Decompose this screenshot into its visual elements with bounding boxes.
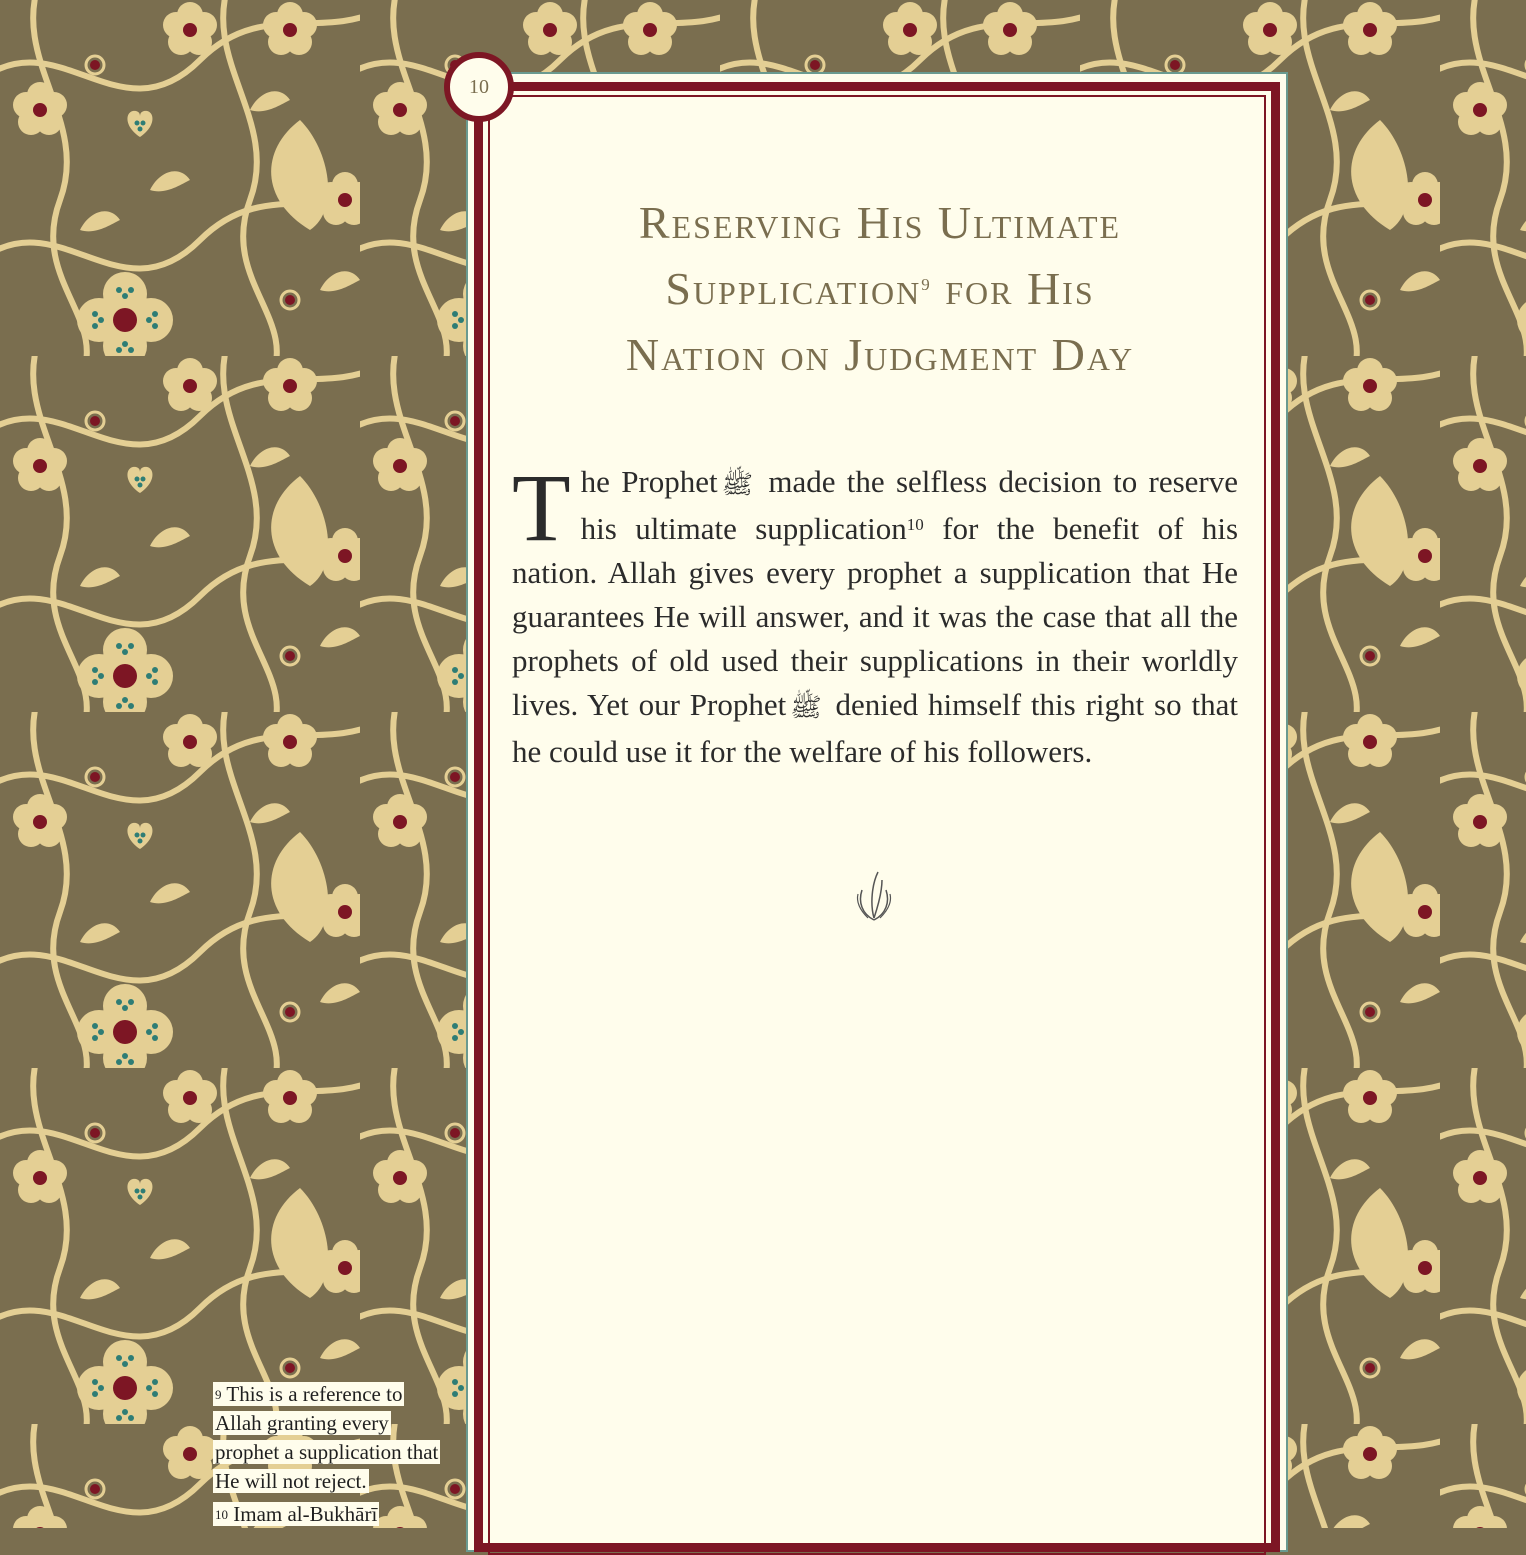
title-line-1: Reserving His Ultimate: [638, 197, 1122, 248]
body-segment-3: for the benefit of his nation. Allah gives every prophet a supplication that He guarantees He will answer, and it was the case that all the prophets of old used their supplications in their worldly lives. Yet our Prophet: [512, 510, 1239, 722]
page-title: [500, 190, 1260, 388]
honorific-icon: ﷺ: [721, 469, 754, 499]
body-segment-1: he Prophet: [580, 464, 718, 499]
footnotes: [213, 1380, 449, 1533]
footnote-number: 10: [215, 1507, 228, 1522]
footnote-text: Imam al-Bukhārī: [233, 1502, 378, 1526]
footnote-number: 9: [215, 1387, 222, 1402]
title-line-2-b: for His: [931, 263, 1095, 314]
title-line-2-a: Supplication: [665, 263, 922, 314]
body-segment-4: denied himself this right so that he could use it for the welfare of his followers.: [512, 686, 1238, 769]
body-paragraph: [512, 454, 1239, 774]
body-footnote-ref: 10: [906, 514, 924, 534]
page-number: 10: [469, 75, 489, 98]
title-line-2: [500, 256, 1260, 322]
drop-cap: T: [512, 454, 571, 561]
page-number-badge: [444, 52, 514, 122]
body-segment-2: made the selfless decision to reserve his ultimate supplication: [580, 464, 1239, 546]
footnote-9: [213, 1380, 449, 1496]
footnote-10: [213, 1500, 449, 1529]
title-line-3: Nation on Judgment Day: [625, 329, 1135, 380]
footnote-text: This is a reference to Allah granting every prophet a supplication that He will not reject.: [215, 1382, 439, 1493]
tulip-ornament-icon: [852, 868, 896, 922]
title-footnote-ref: 9: [921, 275, 932, 294]
honorific-icon: ﷺ: [790, 692, 822, 722]
